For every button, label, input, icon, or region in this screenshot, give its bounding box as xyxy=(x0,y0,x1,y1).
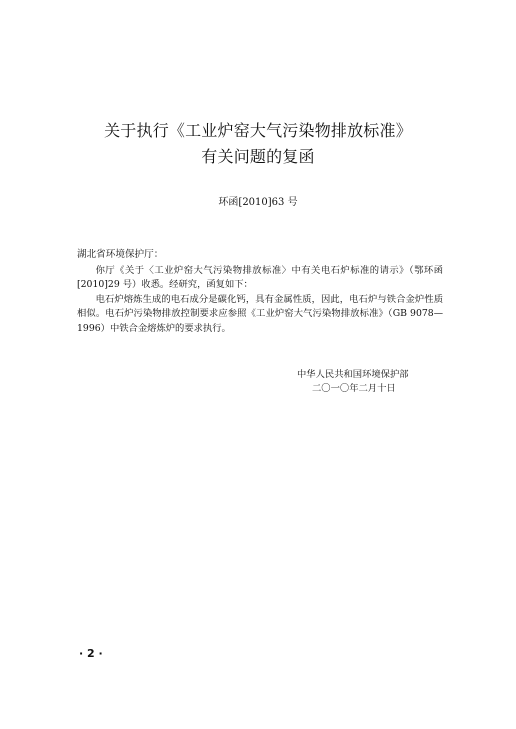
document-number: 环函[2010]63 号 xyxy=(218,197,298,208)
document-title-line-2: 有关问题的复函 xyxy=(201,147,315,166)
document-title-line-1: 关于执行《工业炉窑大气污染物排放标准》 xyxy=(104,121,412,140)
letter-body xyxy=(77,248,443,336)
page-number: · 2 · xyxy=(79,647,103,660)
signature-date: 二〇一〇年二月十日 xyxy=(312,383,396,394)
paragraph-2: 电石炉熔炼生成的电石成分是碳化钙，具有金属性质，因此，电石炉与铁合金炉性质相似。电石炉污染物排放控制要求应参照《工业炉窑大气污染物排放标准》（GB 9078—1996）中铁合金熔炼炉的要求执行。 xyxy=(77,293,443,334)
signature-organization: 中华人民共和国环境保护部 xyxy=(297,369,409,380)
addressee: 湖北省环境保护厅： xyxy=(77,249,164,260)
paragraph-1: 你厅《关于〈工业炉窑大气污染物排放标准〉中有关电石炉标准的请示》（鄂环函[2010]29 号）收悉。经研究，函复如下： xyxy=(77,264,443,290)
